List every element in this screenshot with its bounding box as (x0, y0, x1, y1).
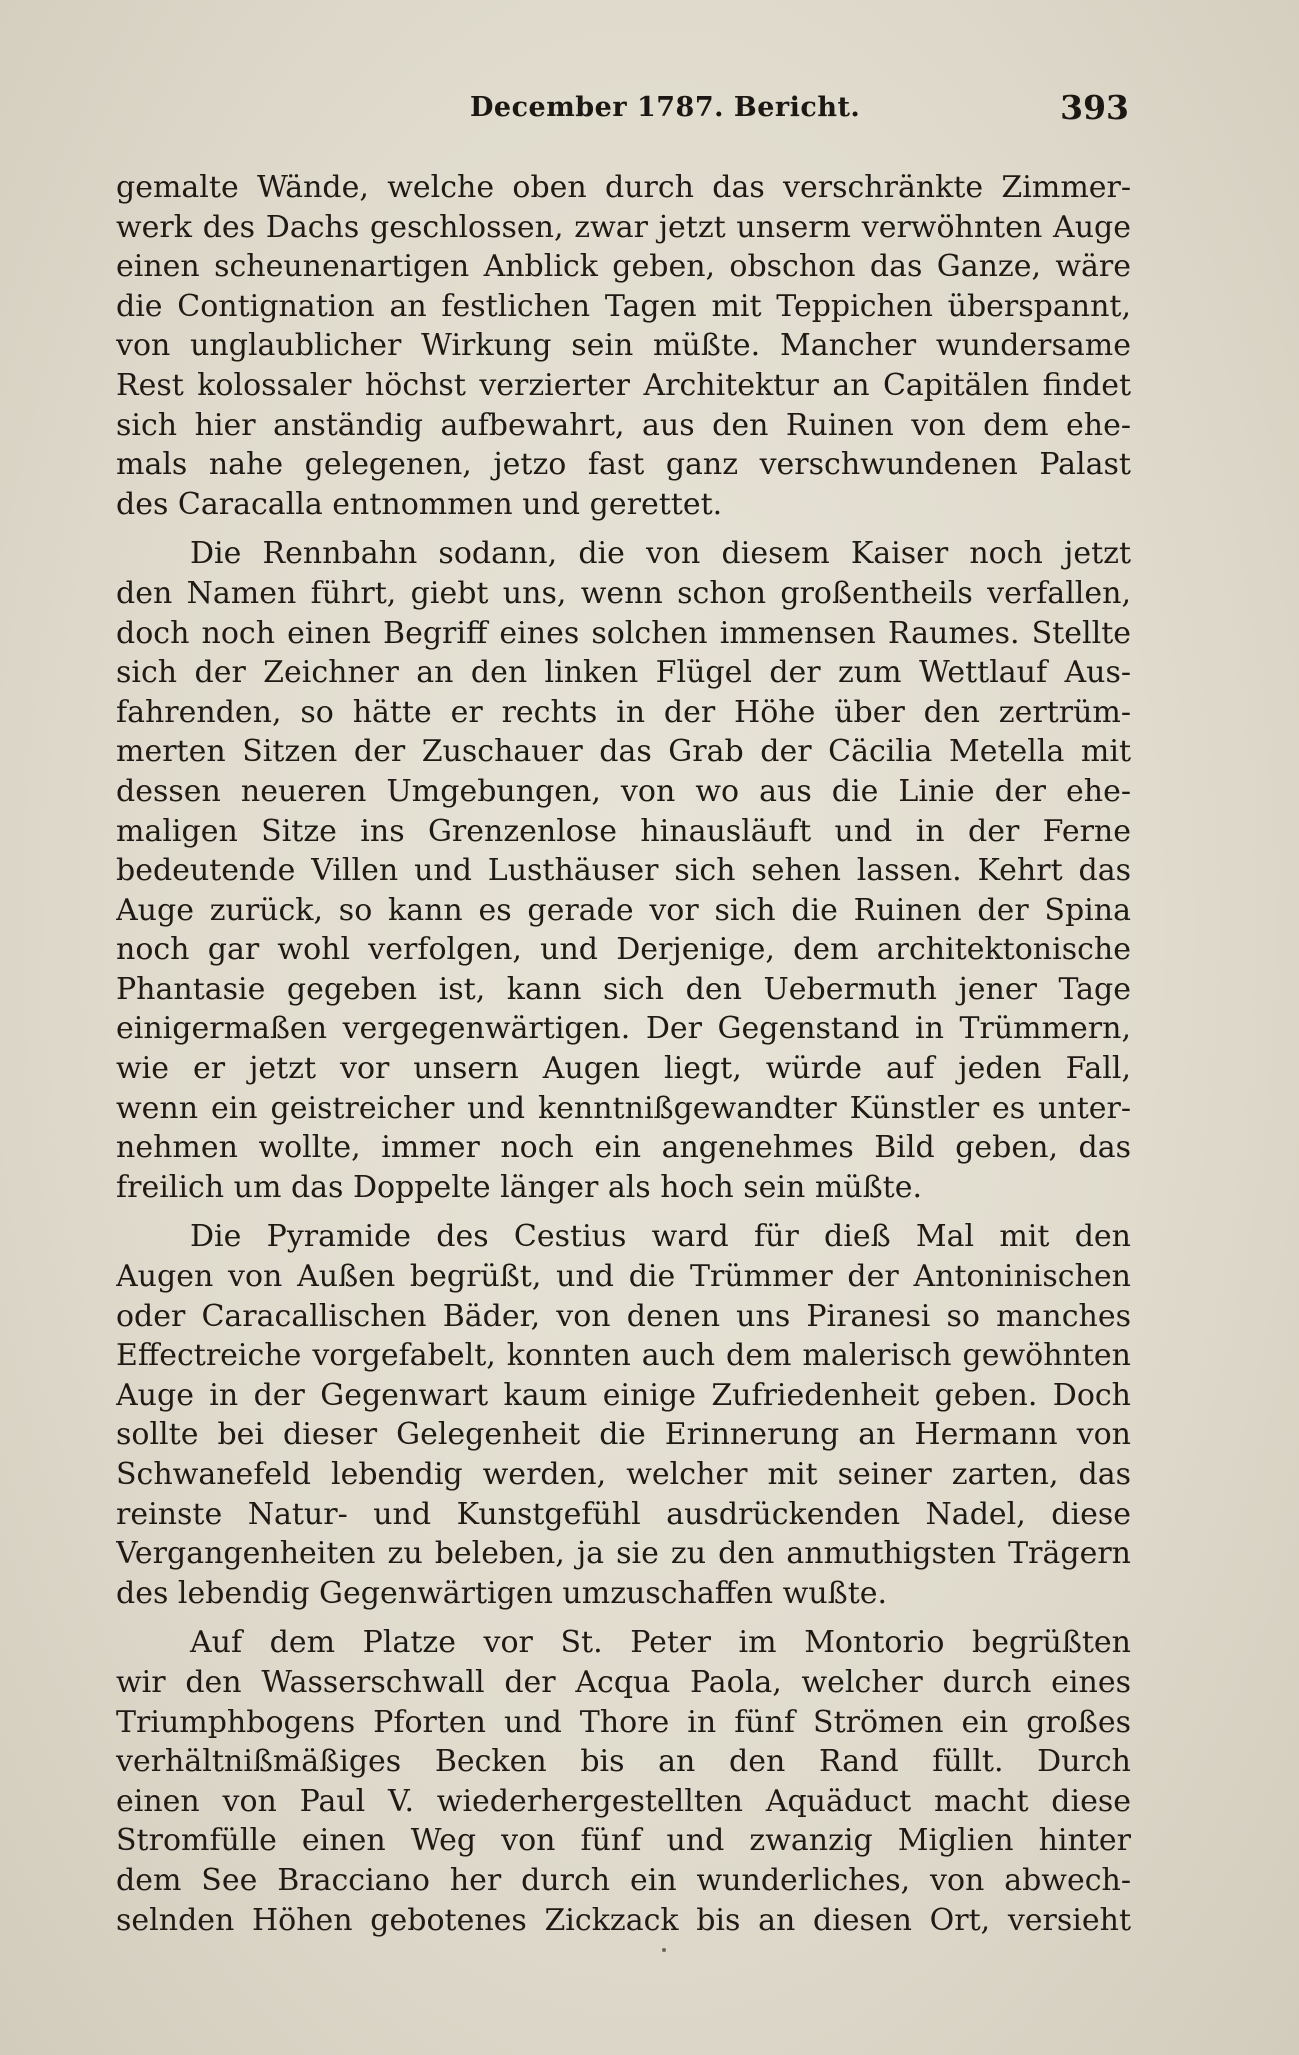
text-line: merten Sitzen der Zuschauer das Grab der Cäcilia Metella mit (116, 734, 1131, 770)
paragraph-1 (116, 168, 1131, 524)
text-line: Rest kolossaler höchst verzierter Architektur an Capitälen findet (116, 367, 1131, 403)
text-line: noch gar wohl verfolgen, und Derjenige, dem architektonische (116, 932, 1131, 968)
text-line: gemalte Wände, welche oben durch das verschränkte Zimmer- (116, 170, 1131, 205)
text-line: doch noch einen Begriff eines solchen immensen Raumes. Stellte (116, 615, 1131, 651)
page-header (0, 88, 1299, 132)
text-line: dessen neueren Umgebungen, von wo aus die Linie der ehe- (116, 773, 1131, 809)
text-line: nehmen wollte, immer noch ein angenehmes Bild geben, das (116, 1130, 1131, 1166)
text-line: dem See Bracciano her durch ein wunderliches, von abwech- (116, 1862, 1131, 1898)
text-line: reinste Natur- und Kunstgefühl ausdrückenden Nadel, diese (116, 1496, 1131, 1532)
text-line: sollte bei dieser Gelegenheit die Erinnerung an Hermann von (116, 1417, 1131, 1453)
text-line: einen von Paul V. wiederhergestellten Aquäduct macht diese (116, 1783, 1131, 1819)
print-speck (662, 1948, 666, 1952)
text-line: einigermaßen vergegenwärtigen. Der Gegenstand in Trümmern, (116, 1011, 1131, 1047)
paragraph-4 (116, 1623, 1131, 1940)
text-line: den Namen führt, giebt uns, wenn schon großentheils verfallen, (116, 575, 1131, 611)
text-line: wenn ein geistreicher und kenntnißgewandter Künstler es unter- (116, 1090, 1131, 1126)
text-line: sich hier anständig aufbewahrt, aus den Ruinen von dem ehe- (116, 407, 1131, 443)
text-line: des Caracalla entnommen und gerettet. (116, 486, 723, 522)
paragraph-2 (116, 534, 1131, 1207)
text-line: wie er jetzt vor unsern Augen liegt, würde auf jeden Fall, (116, 1051, 1131, 1087)
text-line: Phantasie gegeben ist, kann sich den Uebermuth jener Tage (116, 971, 1131, 1007)
text-line: bedeutende Villen und Lusthäuser sich sehen lassen. Kehrt das (116, 853, 1131, 889)
text-line: selnden Höhen gebotenes Zickzack bis an diesen Ort, versieht (116, 1902, 1131, 1938)
running-head: December 1787. Bericht. (470, 92, 861, 123)
text-line: Die Pyramide des Cestius ward für dieß Mal mit den (190, 1219, 1131, 1255)
text-line: werk des Dachs geschlossen, zwar jetzt unserm verwöhnten Auge (116, 209, 1131, 245)
text-line: fahrenden, so hätte er rechts in der Höhe über den zertrüm- (116, 694, 1131, 730)
body-text (116, 168, 1131, 1940)
text-line: freilich um das Doppelte länger als hoch sein müßte. (116, 1169, 923, 1205)
text-line: Effectreiche vorgefabelt, konnten auch dem malerisch gewöhnten (116, 1338, 1131, 1374)
text-line: Augen von Außen begrüßt, und die Trümmer der Antoninischen (116, 1259, 1131, 1295)
text-line: des lebendig Gegenwärtigen umzuschaffen wußte. (116, 1575, 888, 1611)
paragraph-3 (116, 1217, 1131, 1613)
text-line: die Contignation an festlichen Tagen mit Teppichen überspannt, (116, 288, 1131, 324)
text-line: maligen Sitze ins Grenzenlose hinausläuft und in der Ferne (116, 813, 1131, 849)
text-line: wir den Wasserschwall der Acqua Paola, welcher durch eines (116, 1664, 1131, 1700)
text-line: Auge zurück, so kann es gerade vor sich die Ruinen der Spina (116, 892, 1131, 928)
text-line: verhältnißmäßiges Becken bis an den Rand füllt. Durch (116, 1744, 1131, 1780)
text-line: sich der Zeichner an den linken Flügel der zum Wettlauf Aus- (116, 655, 1131, 691)
text-line: oder Caracallischen Bäder, von denen uns Piranesi so manches (116, 1298, 1131, 1334)
text-line: einen scheunenartigen Anblick geben, obschon das Ganze, wäre (116, 249, 1131, 285)
page-number: 393 (1060, 88, 1129, 127)
text-line: Auge in der Gegenwart kaum einige Zufriedenheit geben. Doch (116, 1377, 1131, 1413)
text-line: Triumphbogens Pforten und Thore in fünf Strömen ein großes (116, 1704, 1131, 1740)
text-line: Schwanefeld lebendig werden, welcher mit seiner zarten, das (116, 1457, 1131, 1492)
text-line: Stromfülle einen Weg von fünf und zwanzig Miglien hinter (116, 1823, 1131, 1859)
text-line: mals nahe gelegenen, jetzo fast ganz verschwundenen Palast (116, 447, 1131, 483)
text-line: Vergangenheiten zu beleben, ja sie zu den anmuthigsten Trägern (116, 1536, 1131, 1572)
text-line: Die Rennbahn sodann, die von diesem Kaiser noch jetzt (190, 536, 1131, 572)
text-line: von unglaublicher Wirkung sein müßte. Mancher wundersame (116, 328, 1131, 364)
text-line: Auf dem Platze vor St. Peter im Montorio begrüßten (190, 1625, 1131, 1661)
